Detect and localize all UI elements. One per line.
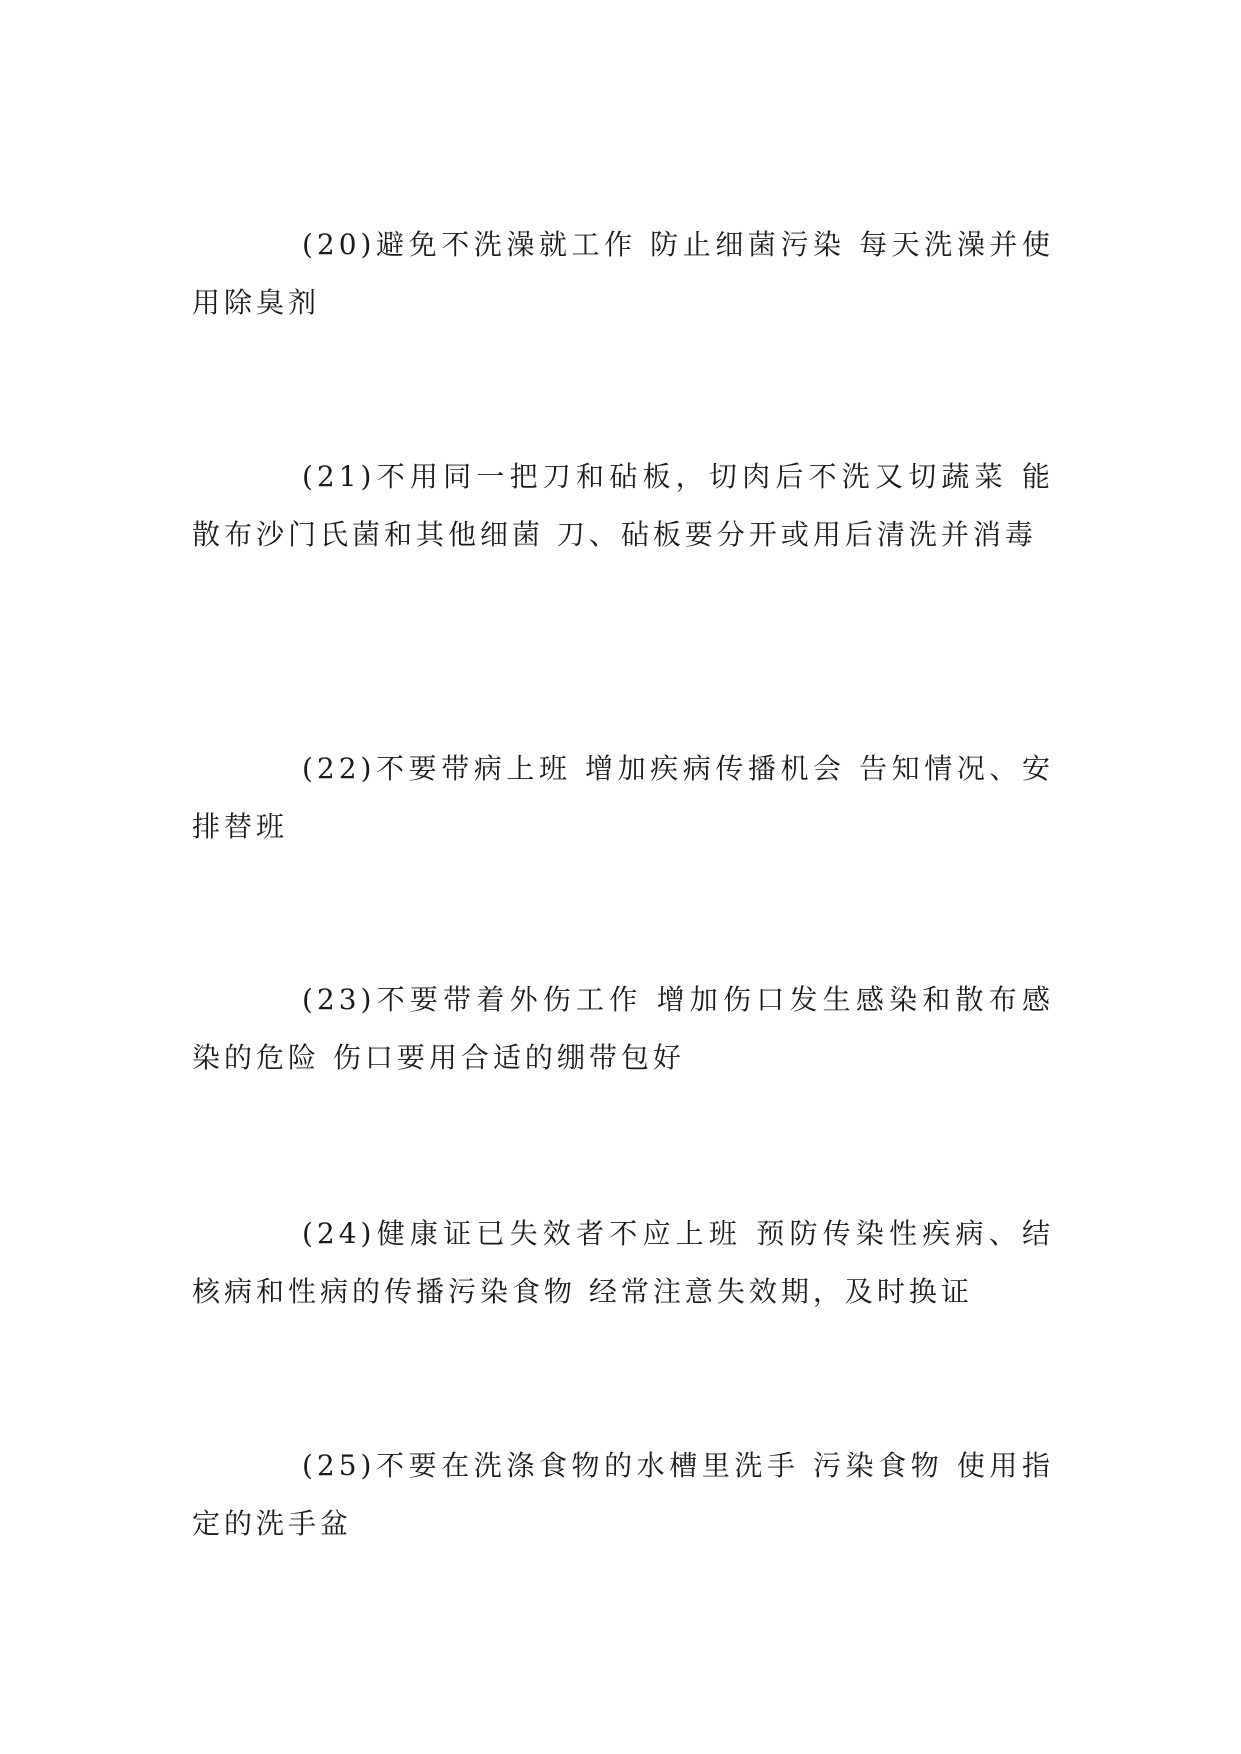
paragraph-21: (21)不用同一把刀和砧板，切肉后不洗又切蔬菜 能散布沙门氏菌和其他细菌 刀、砧板要分开或用后清洗并消毒: [192, 460, 1054, 551]
paragraph-22: (22)不要带病上班 增加疾病传播机会 告知情况、安排替班: [192, 752, 1054, 843]
paragraph-25: (25)不要在洗涤食物的水槽里洗手 污染食物 使用指定的洗手盆: [192, 1449, 1054, 1540]
paragraph-23: (23)不要带着外伤工作 增加伤口发生感染和散布感染的危险 伤口要用合适的绷带包好: [192, 983, 1054, 1074]
paragraph-20: (20)避免不洗澡就工作 防止细菌污染 每天洗澡并使用除臭剂: [192, 228, 1054, 319]
paragraph-24: (24)健康证已失效者不应上班 预防传染性疾病、结核病和性病的传播污染食物 经常注意失效期，及时换证: [192, 1217, 1054, 1308]
